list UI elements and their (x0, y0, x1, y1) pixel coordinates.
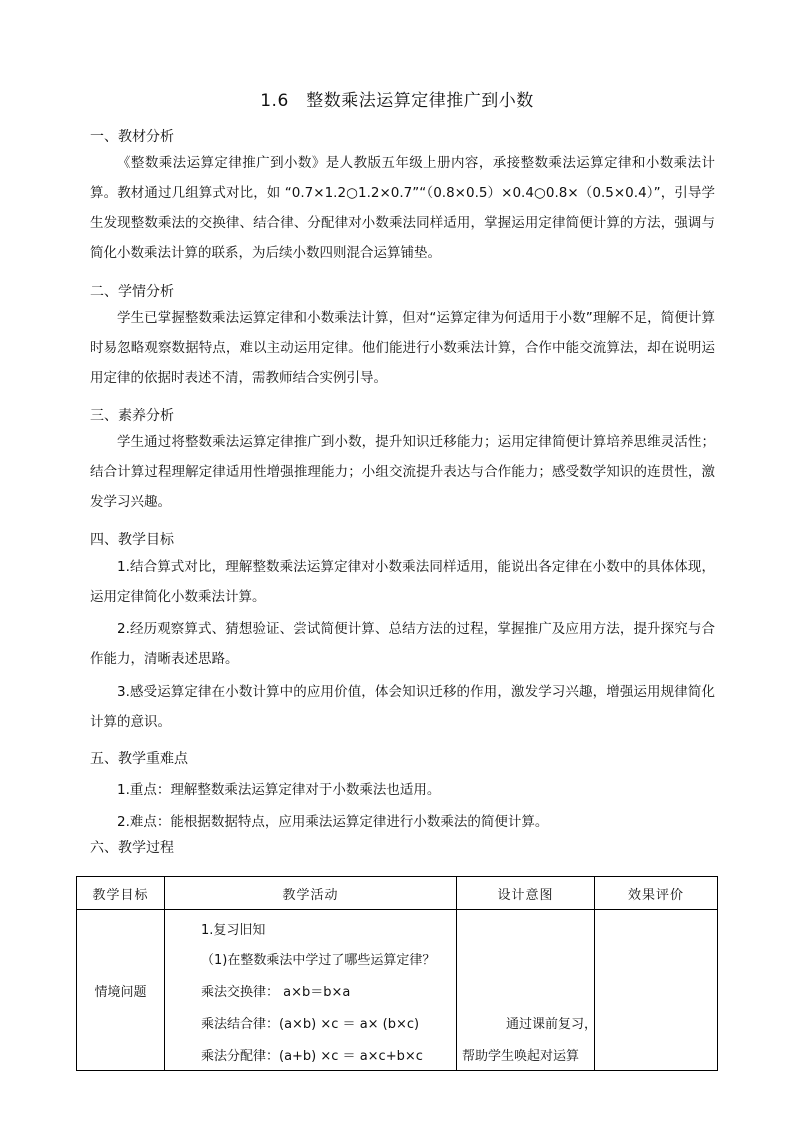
activity-line: 1.复习旧知 (201, 923, 266, 938)
objective-item-2: 2.经历观察算式、猜想验证、尝试简便计算、总结方法的过程，掌握推广及应用方法，提升探究与合作能力，清晰表述思路。 (90, 621, 715, 667)
objective-item-3: 3.感受运算定律在小数计算中的应用价值，体会知识迁移的作用，激发学习兴趣，增强运用规律简化计算的意识。 (90, 684, 715, 730)
section-text-competency: 学生通过将整数乘法运算定律推广到小数，提升知识迁移能力；运用定律简便计算培养思维灵活性；结合计算过程理解定律适用性增强推理能力；小组交流提升表达与合作能力；感受数学知识的连贯性，激发学习兴趣。 (90, 434, 715, 510)
section-text-students: 学生已掌握整数乘法运算定律和小数乘法计算，但对“运算定律为何适用于小数”理解不足，简便计算时易忽略观察数据特点，难以主动运用定律。他们能进行小数乘法计算，合作中能交流算法，却在说明运用定律的依据时表述不清，需教师结合实例引导。 (90, 310, 715, 386)
section-heading-materials: 一、教材分析 (90, 129, 174, 145)
page-title: 1.6 整数乘法运算定律推广到小数 (260, 91, 534, 111)
table-header-evaluation: 效果评价 (595, 877, 718, 910)
table-header-row (77, 877, 718, 910)
objective-item-1: 1.结合算式对比，理解整数乘法运算定律对小数乘法同样适用，能说出各定律在小数中的具体体现，运用定律简化小数乘法计算。 (90, 559, 715, 605)
section-text-materials: 《整数乘法运算定律推广到小数》是人教版五年级上册内容，承接整数乘法运算定律和小数乘法计算。教材通过几组算式对比，如 “0.7×1.2○1.2×0.7”“（0.8×0.5）×0.4○0.8×（0.5×0.4）”，引导学生发现整数乘法的交换律、结合律、分配律对小数乘法同样适用，掌握运用定律简便计算的方法，强调与简化小数乘法计算的联系，为后续小数四则混合运算铺垫。 (90, 155, 715, 261)
teaching-process-table (76, 876, 718, 1071)
section-heading-students: 二、学情分析 (90, 284, 174, 300)
intent-line: 帮助学生唤起对运算 (462, 1049, 580, 1064)
section-heading-process: 六、教学过程 (90, 840, 174, 856)
table-header-activity: 教学活动 (165, 877, 457, 910)
table-cell-evaluation (595, 910, 718, 1071)
activity-line: （1)在整数乘法中学过了哪些运算定律？ (201, 953, 436, 968)
table-cell-intent (457, 910, 598, 1071)
table-header-goal: 教学目标 (77, 877, 165, 910)
section-heading-competency: 三、素养分析 (90, 408, 174, 424)
key-point-item: 1.重点：理解整数乘法运算定律对于小数乘法也适用。 (117, 782, 441, 798)
activity-line: 乘法交换律： a×b＝b×a (201, 985, 351, 1000)
table-cell-activity (165, 910, 457, 1071)
table-row (77, 910, 718, 1071)
table-cell-goal: 情境问题 (77, 910, 165, 1071)
section-heading-key-points: 五、教学重难点 (90, 751, 188, 767)
section-heading-objectives: 四、教学目标 (90, 532, 174, 548)
activity-line: 乘法结合律：(a×b) ×c ＝ a× (b×c) (201, 1017, 420, 1032)
activity-line: 乘法分配律：(a+b) ×c ＝ a×c+b×c (201, 1049, 423, 1064)
difficult-point-item: 2.难点：能根据数据特点，应用乘法运算定律进行小数乘法的简便计算。 (117, 814, 549, 830)
table-header-intent: 设计意图 (457, 877, 595, 910)
intent-line: 通过课前复习， (506, 1017, 598, 1032)
